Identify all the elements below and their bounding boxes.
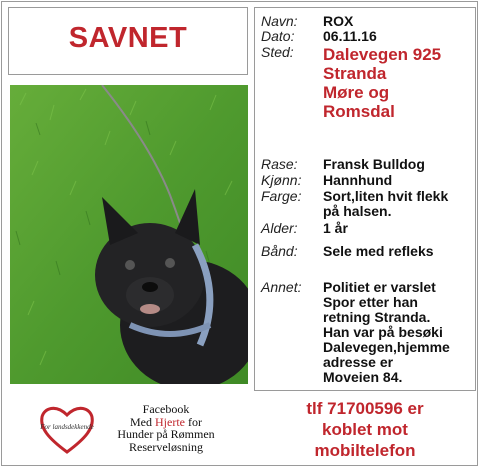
dog-left-eye [125,260,135,270]
field-value: Hannhund [323,172,393,188]
title-box [8,7,248,75]
contact-line: koblet mot [322,420,408,439]
dog-right-eye [165,258,175,268]
logo-text [96,403,236,453]
logo-line-2: Med Hjerte for [130,414,202,429]
poster-title: SAVNET [68,22,188,54]
field-value: Fransk Bulldog [323,156,425,172]
field-label: Dato: [261,28,295,44]
field-value: 1 år [323,220,348,236]
field-value: Sele med refleks [323,243,434,259]
field-label: Bånd: [261,243,298,259]
field-label: Sted: [261,44,294,60]
field-label: Annet: [261,279,302,295]
field-label: Alder: [261,220,298,236]
field-value: Dalevegen 925 Stranda Møre og Romsdal [323,45,442,121]
field-label: Navn: [261,13,298,29]
missing-dog-poster [1,1,478,466]
dog-nose [142,282,158,292]
dog-tongue [140,304,160,314]
logo-area [8,391,248,465]
logo-line-4: Reserveløsning [129,439,203,454]
field-value: Sort,liten hvit flekk på halsen. [323,188,449,219]
field-value: 06.11.16 [323,28,377,44]
field-label: Kjønn: [261,172,302,188]
dog-photo-image [10,85,248,384]
contact-line: mobiltelefon [314,441,416,460]
field-label: Rase: [261,156,298,172]
heart-icon [38,400,96,458]
field-value: ROX [323,13,354,29]
logo-line-3: Hunder på Rømmen [117,427,215,441]
field-label: Farge: [261,188,302,204]
heart-caption: For landsdekkende [40,423,94,431]
field-value: Politiet er varslet Spor etter han retning Stranda. Han var på besøki Dalevegen,hjemme adresse er Moveien 84. [323,279,450,385]
dog-photo [8,82,248,386]
contact-box [254,394,476,465]
info-panel [254,7,476,391]
logo-line-1: Facebook [142,402,190,416]
contact-line: tlf 71700596 er [306,399,424,418]
contact-text [254,398,476,461]
